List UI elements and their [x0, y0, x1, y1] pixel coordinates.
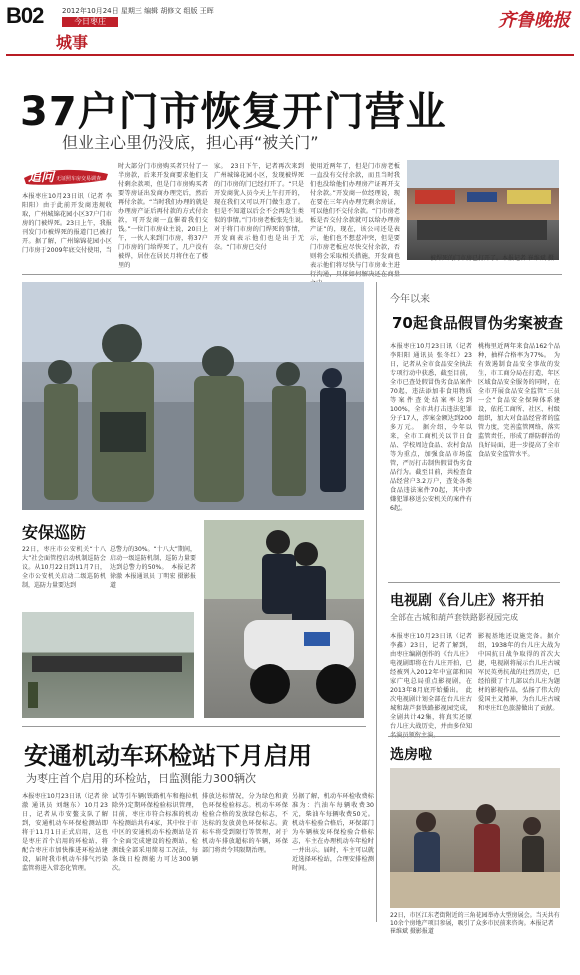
food-kicker: 今年以来	[390, 294, 430, 305]
inspection-subhead: 为枣庄首个启用的环检站，日监测能力300辆次	[26, 772, 256, 785]
motorcycle-icon	[204, 520, 364, 718]
armed-police-photo	[22, 282, 364, 510]
edition-meta: 2012年10月24日 星期三 编辑 胡修文 组版 王晖	[62, 7, 214, 15]
shopping-kicker: 选房啦	[390, 747, 432, 763]
housing-expo-photo	[390, 768, 560, 908]
food-headline: 70起食品假冒伪劣案被查	[392, 314, 563, 332]
inspection-col-4: 另据了解，机动车环检收费标准为：汽油车每辆收费30元，柴油车每辆收费50元。机动车检验合格后，环保部门为车辆核发环保检验合格标志，车主在办理机动车年检时一并出示。届时，车主可以就近选择环检站，合理安排检测时间。	[292, 793, 374, 872]
shopping-divider	[388, 736, 560, 737]
tv-col-2: 影视基地还设施完备。据介绍，1938年的台儿庄大战为中国抗日战争取得的首次大捷，电视剧将展示台儿庄古城军民英勇抗战的壮烈历史，已经拍摄了十几部以台儿庄为题材的影视作品，弘扬了伟大的爱国主义精神，为台儿庄古城和枣庄红色旅游做出了贡献。	[478, 633, 560, 712]
lead-col-3: 家。 23日下午，记者再次来到广州城锦花园小区，发现被焊死的门市房的门已经打开了。“只是开发商犹人员今天上午打开的，现在我们又可以开门做生意了。但是不知道以后会不会再发生类似的事情。”门市房老板张先生说。 对于将门市房的门焊死的事情，开发商表示他们也是出于无奈。“门市房已交付	[214, 163, 311, 251]
lead-kicker: 追问	[28, 170, 55, 185]
masthead-logo: 齐鲁晚报	[498, 10, 570, 31]
inspection-divider-top	[22, 726, 366, 727]
lead-kicker-sub: 无证照车房交易调查	[56, 176, 102, 182]
crowd-icon	[390, 768, 560, 908]
page-number: B02	[6, 3, 44, 28]
tv-headline: 电视剧《台儿庄》将开拍	[390, 593, 544, 609]
housing-expo-caption: 22日，市区江东老街附近的三角花园举办大型房展会。当天共有10余个房地产项目参展，吸引了众多市民前来咨询。本报记者 崔维斌 摄影报道	[390, 912, 560, 935]
security-col-1: 22日，枣庄市公安机关“十八大”社会面管控启动机制巡防会议。从10月22日到11月7日，全市公安机关启动二级巡防机制，巡防力量要达到	[22, 546, 106, 589]
lead-col-4: 使用近两年了，但是门市房老板一直没有交付余款，而且当时我们也没给他们办理房产证再开支付余款。”开发商一位经理说，现在要在三年内办理完剩余房证，可以他们不交付余款。“门市房老板是否交付余款就可以给办理房产证”的，现在，该公司还是表示，他们也不想惹冲突，但是要门市房老板应尽快交付余款，否则将会采取相关措施，开发商也表示他们将尽快与门市房业主进	[310, 163, 400, 269]
lead-col-1: 本报枣庄10月23日讯（记者 李阳阳）由于此前开发商违规收取，广州城锦花园小区37户门市房的门被焊死。23日上午，我报刊发门市被焊死的报道门已被打开。据了解，广州锦锦花园小区门市房于2009年底交付使用，当	[22, 193, 112, 254]
food-col-2: 桃梅里近两年来食品162个品种，抽样合格率为77%。 为有效遏制食品安全事故的发生，市工商分局在打造，年区区域食品安全服务的同时，在全市开展食品安全监管“三员一会”食品安全保障体系建设，依托工商所、社区、村级组织，加大对食品经营者的监管力度，完善监管网络，落实监管责任，形成了群防群治的良好局面，进一步提高了全市食品安全监管水平。	[478, 343, 560, 458]
motorcycle-police-photo	[204, 520, 364, 718]
formation-photo	[22, 612, 194, 718]
column-divider	[376, 282, 377, 922]
lead-divider	[22, 274, 562, 275]
section-name: 城事	[56, 33, 89, 52]
police-figures-icon	[22, 282, 364, 510]
storefront-photo	[407, 160, 559, 260]
food-col-1: 本报枣庄10月23日讯（记者 李阳阳 通讯员 张冬红）23日，记者从全市食品安全执法专项行动中获悉，截至目前，全市已查处假冒伪劣食品案件70起，违法添加非食用物质等案件查处结案率达到100%，全市共打击违法犯罪分子17人，涉案金额达到200多万元。 据介绍，今年以来，全市工商机关以节日食品、学校周边食品、农村食品等为重点，加强食品市场监管，严厉打击制售假冒伪劣食品行为。截至目前，共检查食品经营户3.2万户，查处各类食品违法案件70起，其中涉嫌犯罪移送公安机关的案件有6起。	[390, 343, 472, 512]
lead-col-2: 时大部分门市房购买者只付了一半房款，后来开发商要求他们支付剩余款项，但是门市房购买者要等房证出发商办理完后，然后再付余款。“当时我们办理的就是办理房产证后再付款的方式付余款，可开发商一直催着我们交钱。”一位门市房业主说，20日上午，一伙人来到门市房，将37户门市房的门给焊死了，几户没有被焊，居住在居民月将住在了楼里的	[118, 163, 208, 269]
section-tag: 今日枣庄	[62, 17, 118, 27]
security-headline: 安保巡防	[22, 523, 87, 542]
lead-headline: 37户门市恢复开门营业	[20, 89, 447, 135]
storefront-caption: 被焊死的门市房已打开了。本报记者 崔维斌 摄	[430, 255, 554, 262]
inspection-col-1: 本报枣庄10月23日讯（记者 徐澈 通讯员 刘继东）10月23日，记者从市安鳌支队了解到，安通机动车环保检测站即将于11月1日正式启用，这也是枣庄首个启用的环检站，将配合枣庄市加快推进环检站建设，届时我市机动车排气污染监管将进入常态化管理。	[22, 793, 108, 872]
header-rule	[6, 54, 574, 56]
lead-kicker-banner	[22, 164, 110, 188]
security-col-2: 总警力的30%。“十八大”期间，启动一级巡防机制，巡防力量要达到总警力的50%。 本报记者 徐澈 本报通讯员 丁明宏 摄影报道	[110, 546, 196, 589]
tv-subhead: 全部在古城和葫芦套铁路影视园完成	[390, 613, 518, 622]
tv-col-1: 本报枣庄10月23日讯（记者 李鑫）23日，记者了解到，由枣庄编剧创作的《台儿庄》电视剧即将在台儿庄开拍，已经被列入2012年中宣部和国家广电总局重点影视剧，在2013年8月底开始播出。 此次电视剧计划全部在台儿庄古城和葫芦套铁路影视园完成，全剧共计42集，将真实还原台儿庄大战历史，并由多位知	[390, 633, 472, 730]
inspection-col-3: 排放达标情况，分为绿色和黄色环保检验标志。机动车环保检验合格的发放绿色标志，不达标的发放黄色环保标志。黄标车将受到限行等管理，对于机动车排放超标的车辆，环保部门将责令其限期治理。	[202, 793, 288, 854]
lead-subhead: 但业主心里仍没底，担心再“被关门”	[62, 133, 319, 152]
inspection-headline: 安通机动车环检站下月启用	[24, 742, 312, 770]
inspection-col-2: 试等引车辆(铁路机车和拖拉机除外)定期环保检验标识管理，目前，枣庄市符合标准的机动车检测站共有4家，其中位于市中区的安通机动车检测站是首个全面完成建设的检测站，检测线全部采用简易工况法，每条线日检测能力可达300辆次。	[112, 793, 198, 872]
food-divider	[388, 582, 560, 583]
